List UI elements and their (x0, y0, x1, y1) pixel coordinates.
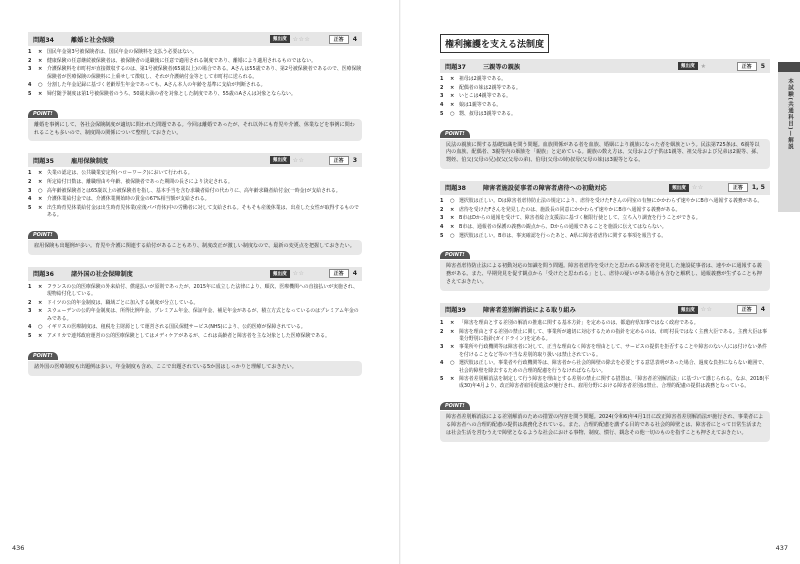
choice-mark: × (38, 179, 43, 186)
choice-mark: × (38, 196, 43, 203)
question-header (440, 181, 770, 195)
point-label: POINT! (28, 352, 58, 360)
choice-mark: × (38, 308, 43, 315)
choice-number: 3 (440, 93, 444, 100)
choice-item (440, 224, 770, 231)
choice-item (28, 300, 362, 307)
point-box: 雇用保険も出題例が多い。育児や介護に関連する給付があることもあり、制度改正が激しい制度なので、最新の変更点を把握しておきたい。 (28, 240, 362, 255)
choice-number: 5 (440, 376, 444, 383)
answer-label: 正答 (329, 269, 349, 278)
choice-number: 1 (440, 319, 444, 326)
choice-item (28, 66, 362, 80)
choice-number: 1 (28, 283, 32, 290)
answer-value: 4 (760, 306, 765, 314)
right-column (440, 32, 770, 454)
choice-text: ドイツの公的年金制度は、職域ごとに加入する制度が分立している。 (47, 299, 199, 306)
frequency-stars: ☆☆☆ (292, 35, 311, 43)
point-box: 障害者差別解消法による差別解消のための措置の内容を問う問題。2024(令和6)年4月1日に改正障害者差別解消法が施行され、事業者による障害者への合理的配慮の提供は義務化されている。また、合理的配慮を講ずる目的である社会的障壁とは、障害者にとって日常生活または社会生活を営むうえで障壁となるような社会における事物、制度、慣行、観念その他一切のものを指すことも押さえておきたい。 (440, 411, 770, 441)
choice-number: 2 (440, 84, 444, 91)
choice-mark: × (450, 344, 455, 351)
frequency-stars: ☆☆ (292, 270, 305, 278)
choice-item (440, 344, 770, 358)
side-tab (778, 62, 800, 212)
choice-number: 2 (440, 206, 444, 213)
choice-item (440, 85, 770, 92)
answer-label: 正答 (329, 156, 349, 165)
choice-item (28, 196, 362, 203)
choice-item (440, 76, 770, 83)
choice-item (28, 324, 362, 331)
choice-mark: × (450, 215, 455, 222)
choice-number: 1 (440, 76, 444, 82)
choice-mark: × (38, 66, 43, 73)
choice-item (440, 207, 770, 214)
choice-text: アメリカで連邦政府運営の公的医療保険としてはメディケアがあるが、これは高齢者と障害者を主な対象とした医療保険である。 (47, 333, 330, 340)
page-number-left: 436 (12, 544, 25, 552)
frequency-badge: 頻出度 (270, 35, 290, 43)
choice-mark: × (38, 283, 43, 290)
choice-item (440, 233, 770, 240)
choice-number: 3 (440, 215, 444, 222)
choice-mark: ○ (38, 82, 43, 89)
choice-mark: × (450, 93, 455, 100)
choice-item (440, 102, 770, 109)
choice-number: 2 (28, 179, 32, 186)
point-box: 障害者虐待防止法による初動対応の知識を問う問題。障害者虐待を受けたと思われる障害者を発見した施設従事者は、速やかに通報する義務がある。また、早期発見を促す観点から「受けたと思われる」とし、虐待の疑いがある場合も含むと解釈し、通報義務が生ずることも押さえておきたい。 (440, 260, 770, 290)
choice-mark: ○ (450, 232, 455, 239)
choice-mark: × (450, 76, 455, 82)
point-label: POINT! (440, 402, 470, 410)
choice-number: 4 (440, 360, 444, 367)
question-header (440, 303, 770, 317)
choice-item (28, 188, 362, 195)
choice-text: 分割した年金記録に基づく老齢厚生年金であっても、Aさん本人の年齢を基準に支給が判断される。 (47, 82, 266, 89)
choice-number: 5 (28, 205, 32, 212)
choice-item (28, 205, 362, 219)
choice-text: 選択肢は正しい。事業者や行政機関等は、障害者から社会的障壁の除去を必要とする意思表明があった場合、過度な負担にならない範囲で、社会的障壁を除去するための合理的配慮を行うなければならない。 (459, 360, 767, 374)
choice-item (28, 82, 362, 89)
choice-number: 2 (28, 57, 32, 64)
choice-text: 障害を理由とする差別の禁止に関して、事業所が適切に対応するための指針を定めるのは、市町村長ではなく主務大臣である。主務大臣は事業分野別に指針(ガイドライン)を定める。 (459, 328, 768, 342)
question-title: 雇用保険制度 (71, 157, 109, 165)
frequency-badge: 頻出度 (270, 156, 290, 164)
choice-number: 5 (28, 91, 32, 98)
answer-label: 正答 (728, 183, 748, 192)
choice-text: 配偶者の妹は2親等である。 (459, 84, 521, 91)
choice-mark: × (38, 205, 43, 212)
choice-number: 2 (440, 328, 444, 335)
choice-number: 5 (440, 110, 444, 117)
choice-number: 4 (28, 324, 32, 331)
choice-mark: × (450, 84, 455, 91)
choice-mark: × (450, 206, 455, 213)
question-block (440, 303, 770, 442)
choice-number: 3 (28, 187, 32, 194)
question-header (28, 267, 362, 281)
choice-number: 5 (440, 232, 444, 239)
choice-item (28, 91, 362, 98)
question-title: 諸外国の社会保障制度 (71, 271, 133, 279)
point-label: POINT! (28, 231, 58, 239)
choice-number: 4 (28, 196, 32, 203)
choice-item (28, 49, 362, 56)
choice-mark: ○ (450, 197, 455, 204)
page-number-right: 437 (775, 544, 788, 552)
choice-item (440, 320, 770, 327)
choice-text: 娘は1親等である。 (459, 102, 502, 109)
choice-item (28, 58, 362, 65)
choice-text: 所定給付日数は、離職理由や年齢、被保険者であった期間の長さにより決定される。 (47, 179, 233, 186)
answer-value: 1, 5 (751, 184, 765, 192)
right-page (400, 0, 800, 564)
answer-label: 正答 (737, 305, 757, 314)
choice-text: 甥、叔母は3親等である。 (459, 110, 516, 117)
question-number: 問題38 (445, 185, 466, 193)
choice-number: 3 (28, 66, 32, 73)
choice-item (28, 170, 362, 177)
choice-item (440, 215, 770, 222)
frequency-stars: ☆☆ (292, 156, 305, 164)
choice-mark: × (450, 319, 455, 326)
choice-number: 1 (440, 197, 444, 204)
question-block (28, 32, 362, 141)
choice-number: 2 (28, 299, 32, 306)
frequency-stars: ☆☆ (700, 306, 713, 314)
question-header (440, 59, 770, 73)
frequency-stars: ☆☆ (691, 184, 704, 192)
question-header (28, 32, 362, 46)
choice-item (28, 179, 362, 186)
choice-text: 介護保険料を市町村が直接徴収するのは、第1号被保険者(65歳以上)の場合である。Aさんは55歳であり、第2号被保険者であるので、医療保険保険者が医療保険の保険料に上乗せして徴収し、それが介護納付金等として市町村に送られる。 (47, 66, 362, 80)
point-box: 諸外国の医療制度も出題例は多い。年金制度も含め、ここで出題されている5か国はしっかりと理解しておきたい。 (28, 361, 362, 376)
question-block (440, 181, 770, 291)
question-title: 離婚と社会保険 (71, 36, 115, 44)
choice-number: 4 (440, 224, 444, 231)
choice-item (440, 360, 770, 374)
answer-value: 5 (760, 62, 765, 70)
question-title: 障害者差別解消法による取り組み (483, 307, 576, 315)
point-label: POINT! (440, 251, 470, 259)
point-box: 離婚を事例にして、各社会保険制度が適切に問われた問題である。今回は離婚であったが、それ以外にも育児や介護、休業などを事例に問われることも多いので、制度間の関係について整理しておきたい。 (28, 119, 362, 142)
choice-text: 事業所や行政機関等は障害者に対して、正当な理由なく障害を理由として、サービスの提供を拒否することや障害のない人には付けない条件を付けることなど等の不当な差別的取り扱いは禁止されている。 (459, 344, 767, 358)
choice-item (440, 198, 770, 205)
choice-mark: × (38, 170, 43, 177)
question-title: 障害者施設従事者の障害者虐待への初動対応 (483, 185, 607, 193)
choice-mark: × (450, 376, 455, 383)
choice-number: 5 (28, 333, 32, 340)
choice-mark: × (450, 102, 455, 109)
choice-mark: ○ (450, 360, 455, 367)
answer-value: 4 (352, 35, 357, 43)
choice-mark: ○ (450, 110, 455, 117)
answer-value: 4 (352, 270, 357, 278)
choice-text: 高年齢被保険者とは65歳以上の被保険者を指し、基本手当を含む求職者給付の代わりに、高年齢求職者給付金(一時金)が支給される。 (47, 187, 341, 194)
frequency-stars: ★ (700, 62, 707, 70)
question-title: 三親等の親族 (483, 63, 521, 71)
side-tab-label: 本試験(共通科目)—解説 (787, 78, 793, 151)
question-number: 問題34 (33, 36, 54, 44)
choice-number: 4 (28, 82, 32, 89)
choice-text: 「障害を理由とする差別の解消の推進に関する基本方針」を定めるのは、都道府県知事ではなく政府である。 (459, 319, 699, 326)
question-number: 問題36 (33, 271, 54, 279)
question-number: 問題37 (445, 63, 466, 71)
choice-number: 4 (440, 102, 444, 109)
left-column (28, 32, 362, 388)
choice-mark: ○ (38, 324, 43, 331)
choice-item (28, 284, 362, 298)
choice-item (28, 308, 362, 322)
choice-text: 選択肢は正しい。B市は、事実確認を行ったあと、A県に障害者虐待に関する事項を報告する。 (459, 232, 667, 239)
choice-mark: × (38, 57, 43, 64)
choice-item (440, 111, 770, 118)
frequency-badge: 頻出度 (678, 62, 698, 70)
choice-mark: × (38, 333, 43, 340)
choice-text: フランスの公的医療保険の外来給付、償還払いが原則であったが、2015年に成立した法律により、順次、医療機関への直接払いが実施され、現物給付化している。 (47, 283, 358, 298)
answer-label: 正答 (737, 62, 757, 71)
choice-text: B市はDからの通報を受けて、障害者総合支援法に基づく権限行使として、立ち入り調査を行うことができる。 (459, 215, 701, 222)
choice-text: 選択肢は正しい。Dは障害者虐待防止法の規定により、虐待を受けたFさんの同室の有無にかかわらず速やかにB市へ通報する義務がある。 (459, 197, 763, 204)
choice-mark: × (38, 299, 43, 306)
side-tab-marker (778, 62, 800, 72)
choice-text: 介護休業給付金では、介護休業開始時の賃金の67%相当額が支給される。 (47, 196, 210, 203)
choice-mark: × (450, 224, 455, 231)
choice-mark: × (450, 328, 455, 335)
choice-text: いとこは4親等である。 (459, 93, 512, 100)
choice-text: 失業の認定は、公共職業安定所(ハローワーク)において行われる。 (47, 170, 193, 177)
choice-number: 1 (28, 170, 32, 177)
question-header (28, 153, 362, 167)
choice-text: 国民年金第3号被保険者は、国民年金の保険料を支払う必要はない。 (47, 49, 197, 55)
choice-mark: × (38, 91, 43, 98)
choice-text: B市は、通報者の保護の義務の観点から、Dからの通報であることを施設に伝えてはならない。 (459, 224, 667, 231)
choice-text: 祖母は2親等である。 (459, 76, 507, 82)
answer-value: 3 (352, 156, 357, 164)
frequency-badge: 頻出度 (669, 184, 689, 192)
point-box: 民法の親族に関する基礎知識を問う問題。血族関係がある者を血族、婚姻により親族になった者を姻族という。民法第725条は、6親等以内の血族、配偶者、3親等内の姻族を「親族」と定めている。親族の数え方は、父母および子供は1親等、祖父母および兄弟は2親等、孫、甥姪、伯父(父母の兄)叔父(父母の弟)、伯母(父母の姉)叔母(父母の妹)は3親等となる。 (440, 139, 770, 169)
point-label: POINT! (440, 130, 470, 138)
choice-item (28, 333, 362, 340)
choice-text: 障害者差別解消法を制定して行う障害を理由とする差別の禁止に関する措置は、「障害者差別解消法」に基づいて講じられる。なお、2018(平成30)年4月より、改正障害者雇用促進法が施行され、雇用分野における障害者差別は禁止、合理的配慮の提供は義務となっている。 (459, 376, 770, 390)
question-number: 問題39 (445, 307, 466, 315)
frequency-badge: 頻出度 (678, 306, 698, 314)
choice-number: 3 (440, 344, 444, 351)
choice-text: 健康保険の任意継続被保険者は、被保険者の退職後に任意で適用される制度であり、離婚により適用されるものではない。 (47, 57, 316, 64)
choice-text: 出生時育児休業給付金は出生時育児休業(産後パパ育休)中の労働者に対して支給される。そもそも産後休業は、出産した女性が取得するものである。 (47, 205, 359, 219)
question-block (440, 59, 770, 169)
choice-number: 3 (28, 308, 32, 315)
choice-item (440, 376, 770, 390)
chapter-title: 権利擁護を支える法制度 (440, 34, 549, 53)
choice-item (440, 329, 770, 343)
frequency-badge: 頻出度 (270, 270, 290, 278)
answer-label: 正答 (329, 35, 349, 44)
point-label: POINT! (28, 110, 58, 118)
choice-mark: × (38, 49, 43, 55)
question-block (28, 267, 362, 376)
choice-text: イギリスの医療制度は、租税を主財源として運営される国民保健サービス(NHS)により、公的医療が保障されている。 (47, 324, 306, 331)
choice-text: 婦付随予制度は第1号被保険者のうち、50歳未満の者を対象とした制度であり、55歳のAさんは対象とならない。 (47, 91, 296, 98)
choice-number: 1 (28, 49, 32, 55)
choice-item (440, 93, 770, 100)
question-block (28, 153, 362, 255)
choice-text: 虐待を受けたFさんを発見したのは、施設長の同意にかかわらず速やかにB市へ通報する義務がある。 (459, 206, 681, 213)
choice-text: スウェーデンの公的年金制度は、所得比例年金、プレミアム年金、保証年金、補足年金があるが、積立方式となっているのはプレミアム年金のみである。 (47, 308, 359, 322)
choice-mark: ○ (38, 187, 43, 194)
question-number: 問題35 (33, 157, 54, 165)
